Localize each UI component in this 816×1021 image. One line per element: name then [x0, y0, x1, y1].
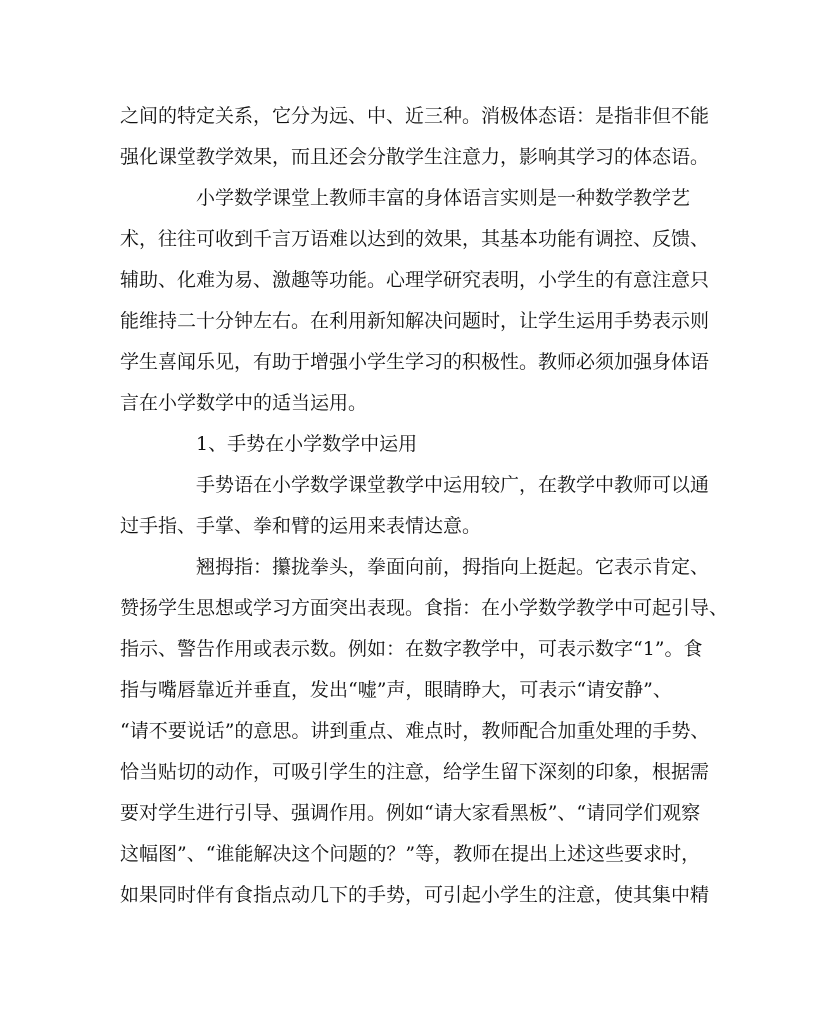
text-line: 小学数学课堂上教师丰富的身体语言实则是一种数学教学艺: [196, 187, 691, 209]
text-line: “请不要说话”的意思。讲到重点、难点时，教师配合加重处理的手势、: [120, 720, 710, 742]
text-line: 要对学生进行引导、强调作用。例如“请大家看黑板”、“请同学们观察: [120, 802, 701, 824]
text-line: 之间的特定关系，它分为远、中、近三种。消极体态语：是指非但不能: [120, 105, 710, 127]
text-line: 恰当贴切的动作，可吸引学生的注意，给学生留下深刻的印象，根据需: [120, 761, 710, 783]
text-line: 言在小学数学中的适当运用。: [120, 392, 368, 414]
text-line: 翘拇指：攥拢拳头，拳面向前，拇指向上挺起。它表示肯定、: [196, 556, 710, 578]
text-line: 这幅图”、“谁能解决这个问题的？”等，教师在提出上述这些要求时，: [120, 843, 701, 865]
section-heading: 1、手势在小学数学中运用: [196, 433, 418, 455]
text-line: 学生喜闻乐见，有助于增强小学生学习的积极性。教师必须加强身体语: [120, 351, 710, 373]
document-body: [120, 96, 729, 916]
text-line: 指示、警告作用或表示数。例如：在数字教学中，可表示数字“1”。食: [120, 638, 703, 660]
text-line: 辅助、化难为易、激趣等功能。心理学研究表明，小学生的有意注意只: [120, 269, 710, 291]
text-line: 强化课堂教学效果，而且还会分散学生注意力，影响其学习的体态语。: [120, 146, 710, 168]
text-line: 如果同时伴有食指点动几下的手势，可引起小学生的注意，使其集中精: [120, 884, 710, 906]
text-line: 能维持二十分钟左右。在利用新知解决问题时，让学生运用手势表示则: [120, 310, 710, 332]
text-line: 手势语在小学数学课堂教学中运用较广，在教学中教师可以通: [196, 474, 710, 496]
text-line: 术，往往可收到千言万语难以达到的效果，其基本功能有调控、反馈、: [120, 228, 710, 250]
text-line: 指与嘴唇靠近并垂直，发出“嘘”声，眼睛睁大，可表示“请安静”、: [120, 679, 672, 701]
text-line: 赞扬学生思想或学习方面突出表现。食指：在小学数学教学中可起引导、: [120, 597, 729, 619]
text-line: 过手指、手掌、拳和臂的运用来表情达意。: [120, 515, 482, 537]
